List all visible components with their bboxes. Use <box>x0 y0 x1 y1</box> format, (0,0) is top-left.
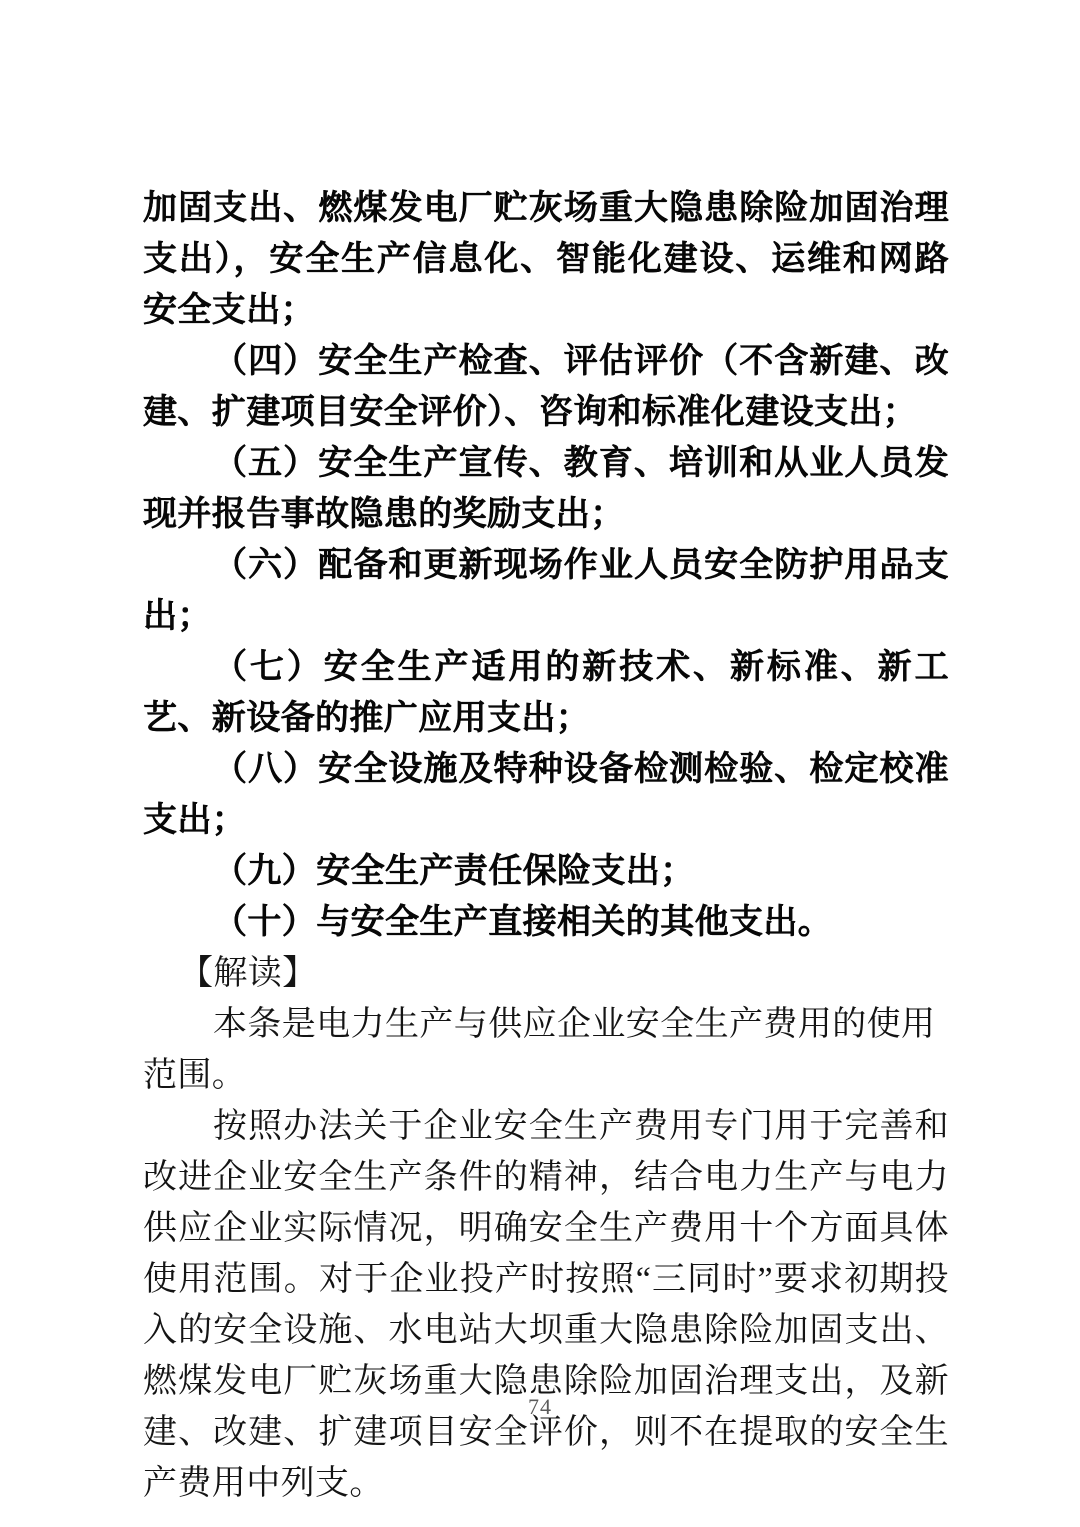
page-number: 74 <box>528 1394 552 1419</box>
clause-item-8: （八）安全设施及特种设备检测检验、检定校准支出； <box>143 751 949 839</box>
clause-item-10: （十）与安全生产直接相关的其他支出。 <box>213 904 833 941</box>
continued-clause-paragraph: 加固支出、燃煤发电厂贮灰场重大隐患除险加固治理支出），安全生产信息化、智能化建设、运维和网路安全支出； <box>143 190 949 329</box>
interpretation-heading: 【解读】 <box>179 955 317 992</box>
clause-item-5: （五）安全生产宣传、教育、培训和从业人员发现并报告事故隐患的奖励支出； <box>143 445 949 533</box>
interpretation-paragraph-2: 按照办法关于企业安全生产费用专门用于完善和改进企业安全生产条件的精神，结合电力生产与电力供应企业实际情况，明确安全生产费用十个方面具体使用范围。对于企业投产时按照“三同时”要求初期投入的安全设施、水电站大坝重大隐患除险加固支出、燃煤发电厂贮灰场重大隐患除险加固治理支出，及新建、改建、扩建项目安全评价，则不在提取的安全生产费用中列支。 <box>143 1108 949 1502</box>
clause-item-4: （四）安全生产检查、评估评价（不含新建、改建、扩建项目安全评价）、咨询和标准化建设支出； <box>143 343 949 431</box>
text-column <box>143 183 949 1509</box>
clause-item-7: （七）安全生产适用的新技术、新标准、新工艺、新设备的推广应用支出； <box>143 649 949 737</box>
clause-item-9: （九）安全生产责任保险支出； <box>213 853 695 890</box>
clause-item-6: （六）配备和更新现场作业人员安全防护用品支出； <box>143 547 949 635</box>
interpretation-paragraph-1: 本条是电力生产与供应企业安全生产费用的使用范围。 <box>143 1006 936 1094</box>
